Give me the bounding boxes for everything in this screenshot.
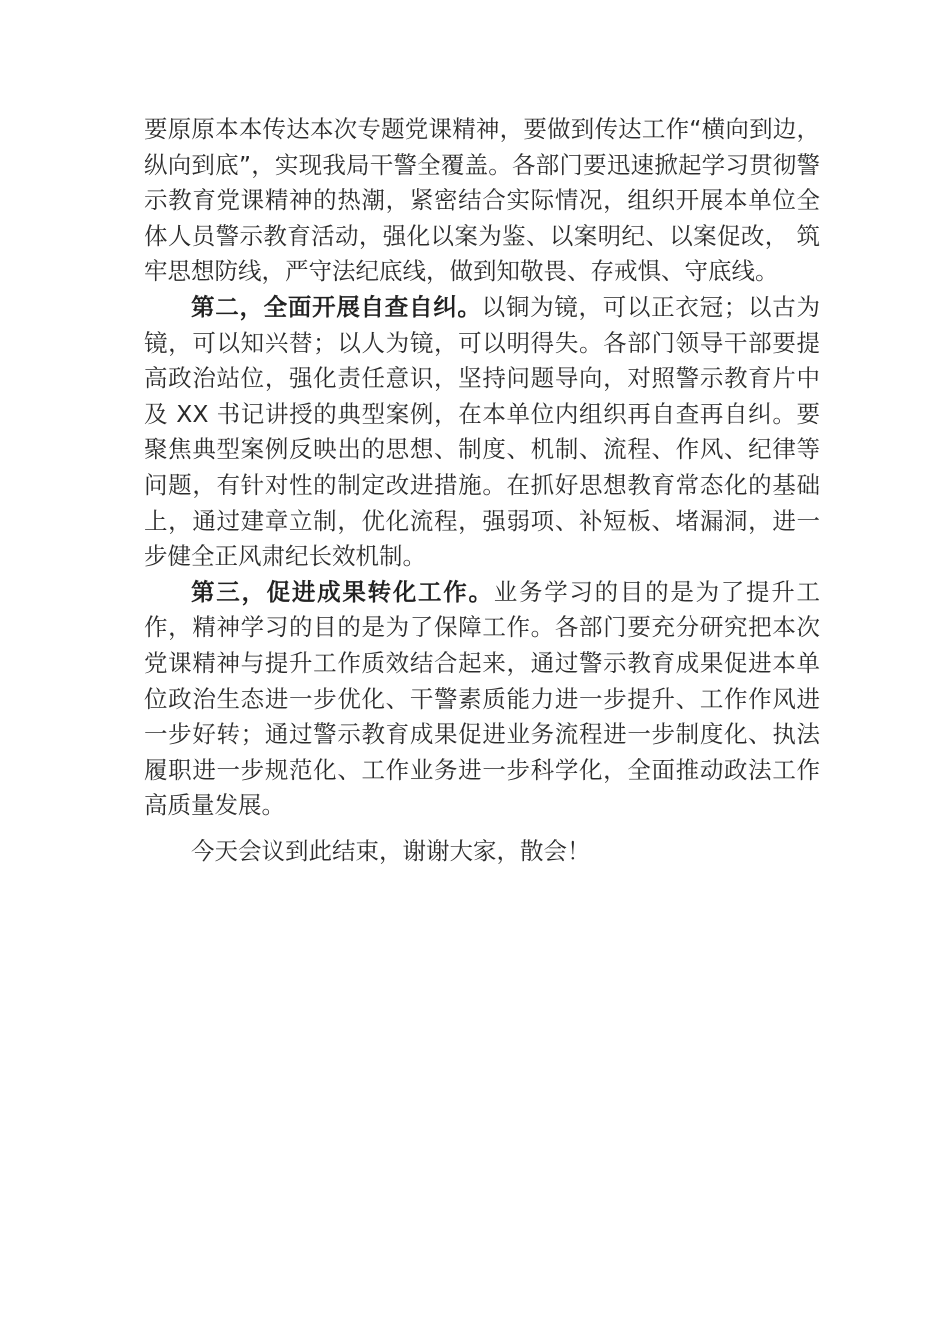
paragraph-heading: 第二，全面开展自查自纠。 [191, 292, 482, 321]
paragraph-text: 要原原本本传达本次专题党课精神，要做到传达工作“横向到边，纵向到底”，实现我局干警全覆盖。各部门要迅速掀起学习贯彻警示教育党课精神的热潮，紧密结合实际情况，组织开展本单位全体人员警示教育活动，强化以案为鉴、以案明纪、以案促改， 筑牢思想防线，严守法纪底线，做到知敬畏、存戒惧、守底线。 [144, 115, 820, 286]
paragraph-text: 今天会议到此结束，谢谢大家，散会！ [191, 836, 591, 865]
paragraph-second-point [144, 290, 820, 575]
paragraph-text: 业务学习的目的是为了提升工作，精神学习的目的是为了保障工作。各部门要充分研究把本次党课精神与提升工作质效结合起来，通过警示教育成果促进本单位政治生态进一步优化、干警素质能力进一步提升、工作作风进一步好转；通过警示教育成果促进业务流程进一步制度化、执法履职进一步规范化、工作业务进一步科学化，全面推动政法工作高质量发展。 [144, 577, 820, 820]
paragraph-heading: 第三，促进成果转化工作。 [191, 577, 494, 606]
paragraph-third-point [144, 575, 820, 824]
paragraph-closing [144, 834, 820, 870]
paragraph-continuation [144, 112, 820, 290]
paragraph-text: 以铜为镜，可以正衣冠；以古为镜，可以知兴替；以人为镜，可以明得失。各部门领导干部要提高政治站位，强化责任意识，坚持问题导向，对照警示教育片中及 XX 书记讲授的典型案例，在本单位内组织再自查再自纠。要聚焦典型案例反映出的思想、制度、机制、流程、作风、纪律等问题，有针对性的制定改进措施。在抓好思想教育常态化的基础上，通过建章立制，优化流程，强弱项、补短板、堵漏洞，进一步健全正风肃纪长效机制。 [144, 292, 821, 571]
document-body [144, 112, 820, 869]
